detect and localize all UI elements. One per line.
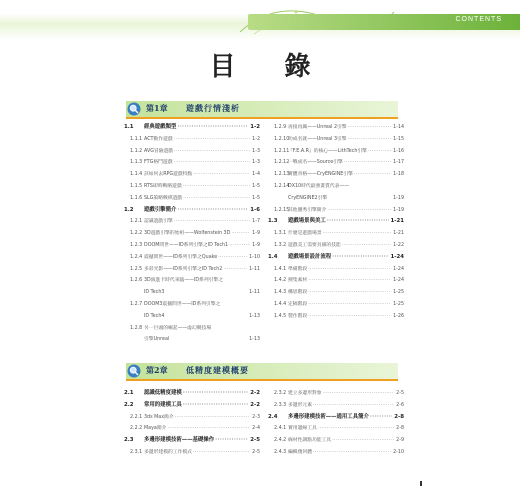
toc-entry bbox=[124, 447, 260, 459]
chapter-title: 低精度建模概要 bbox=[186, 365, 249, 375]
entry-number: 1.2.2 bbox=[130, 231, 143, 237]
toc-entry bbox=[124, 181, 260, 193]
toc-entry bbox=[124, 299, 260, 311]
entry-number: 1.1.5 bbox=[130, 183, 143, 189]
toc-entry bbox=[268, 122, 404, 134]
entry-number: 1.2.7 bbox=[130, 301, 143, 307]
entry-title: DOOM問世——ID系列引擎之ID Tech1 ····· bbox=[144, 240, 260, 252]
entry-page-number: 2-10 bbox=[391, 447, 404, 459]
toc-section-entry bbox=[124, 435, 260, 447]
entry-title: ID Tech4 bbox=[144, 313, 165, 319]
entry-number: 2.3.2 bbox=[274, 391, 287, 396]
toc-entry bbox=[268, 264, 404, 276]
entry-page-number: 1-7 bbox=[250, 216, 260, 228]
toc-entry bbox=[268, 181, 404, 193]
entry-page-number: 1-18 bbox=[391, 169, 404, 181]
entry-page-number: 1-24 bbox=[389, 252, 405, 264]
entry-page-number: 1-2 bbox=[250, 134, 260, 146]
entry-number: 2.2.2 bbox=[130, 426, 143, 432]
entry-number: 1.1 bbox=[124, 124, 134, 130]
entry-page-number: 1-11 bbox=[247, 264, 260, 276]
toc-section-entry bbox=[268, 412, 404, 424]
toc-entry bbox=[124, 275, 260, 287]
entry-title: FTG格鬥遊戲 ····· bbox=[144, 157, 260, 169]
entry-number: 1.4.2 bbox=[274, 278, 287, 284]
toc-entry bbox=[268, 169, 404, 181]
entry-number: 2.4.1 bbox=[274, 426, 287, 432]
toc-entry bbox=[268, 435, 404, 447]
entry-title: 其他優秀引擎簡介 ····· bbox=[288, 205, 404, 217]
entry-number: 2.4 bbox=[268, 413, 278, 420]
entry-title: 多邊形建模技術——基礎操作 ····· bbox=[144, 435, 260, 447]
entry-number: 1.1.4 bbox=[130, 172, 143, 178]
entry-number: 1.2.14 bbox=[274, 183, 290, 189]
entry-page-number: 1-24 bbox=[391, 275, 404, 287]
toc-entry bbox=[268, 299, 404, 311]
entry-title: 多邊形元素 ····· bbox=[288, 400, 404, 412]
entry-page-number: 1-19 bbox=[391, 205, 404, 217]
entry-title: 遊戲場景與美工 ····· bbox=[288, 216, 404, 228]
entry-title: 3ds Max簡介 ····· bbox=[144, 412, 260, 424]
entry-title: 編輯幾何體 ····· bbox=[288, 447, 404, 459]
entry-title: 遊戲美工需要具備的技能 ····· bbox=[288, 240, 404, 252]
entry-number: 1.2.10 bbox=[274, 136, 290, 142]
entry-page-number: 1-5 bbox=[250, 181, 260, 193]
toc-entry bbox=[124, 240, 260, 252]
toc-entry bbox=[124, 311, 260, 323]
entry-title: 震撼問世——ID系列引擎之Quake ····· bbox=[144, 252, 260, 264]
entry-title: 3D演進卡時代來臨——ID系列引擎之 bbox=[144, 278, 224, 284]
toc-entry bbox=[124, 193, 260, 205]
entry-number: 1.2.12 bbox=[274, 160, 290, 166]
entry-page-number: 1-24 bbox=[391, 264, 404, 276]
entry-number: 1.1.2 bbox=[130, 148, 143, 154]
entry-title: 遊戲場景設計流程 ····· bbox=[288, 252, 404, 264]
chapter-number: 第2章 bbox=[146, 365, 168, 375]
entry-title: 『F.E.A.R』的核心——LithTech引擎 ····· bbox=[288, 146, 404, 158]
entry-page-number: 2-5 bbox=[394, 388, 404, 400]
entry-title: 常用的建模工具 ····· bbox=[144, 400, 260, 412]
entry-number: 2.3 bbox=[124, 437, 134, 444]
entry-page-number: 1-3 bbox=[250, 157, 260, 169]
entry-page-number: 2-8 bbox=[392, 412, 404, 424]
toc-entry bbox=[124, 157, 260, 169]
entry-title: CryENGINE2引擎 bbox=[288, 195, 328, 201]
toc-entry bbox=[268, 287, 404, 299]
entry-title: 多邊形建模技術——通用工具簡介 ····· bbox=[288, 412, 404, 424]
entry-number: 1.2.4 bbox=[130, 254, 143, 260]
entry-page-number: 1-25 bbox=[391, 287, 404, 299]
entry-page-number: 1-6 bbox=[248, 205, 260, 217]
entry-number: 1.2.6 bbox=[130, 278, 143, 284]
chapter-header-2 bbox=[126, 363, 398, 381]
toc-entry bbox=[268, 275, 404, 287]
entry-title: 功成名就——Unreal 3引擎 ····· bbox=[288, 134, 404, 146]
entry-page-number: 1-19 bbox=[391, 193, 404, 205]
entry-number: 1.4 bbox=[268, 253, 278, 260]
entry-number: 1.2.5 bbox=[130, 266, 143, 272]
entry-number: 1.1.6 bbox=[130, 195, 143, 201]
chapter-header-1 bbox=[126, 101, 398, 119]
entry-page-number: 2-4 bbox=[250, 423, 260, 435]
toc-column bbox=[124, 122, 260, 346]
entry-title: ID Tech3 bbox=[144, 290, 165, 296]
entry-title: Maya簡介 ····· bbox=[144, 423, 260, 435]
entry-number: 1.3 bbox=[268, 218, 278, 225]
entry-number: 1.2.13 bbox=[274, 172, 290, 178]
entry-page-number: 2-2 bbox=[248, 388, 260, 400]
entry-title: DOOM3震撼問世——ID系列引擎之 bbox=[144, 301, 221, 307]
entry-title: 實體青格——CryENGINE引擎 ····· bbox=[288, 169, 404, 181]
toc-entry bbox=[268, 447, 404, 459]
entry-page-number: 1-2 bbox=[248, 122, 260, 134]
magnifier-icon bbox=[127, 364, 141, 378]
entry-title: ACT動作遊戲 ····· bbox=[144, 134, 260, 146]
toc-entry bbox=[268, 228, 404, 240]
entry-number: 2.4.2 bbox=[274, 438, 287, 444]
entry-number: 1.2 bbox=[124, 206, 134, 213]
entry-page-number: 1-9 bbox=[250, 240, 260, 252]
entry-title: 構思階段 ····· bbox=[288, 287, 404, 299]
entry-title: RTS即時戰略遊戲 ····· bbox=[144, 181, 260, 193]
page-title: 目 錄 bbox=[209, 52, 331, 82]
toc-section-entry bbox=[268, 216, 404, 228]
toc-entry bbox=[268, 311, 404, 323]
entry-title: 實用邊線工具 ····· bbox=[288, 423, 404, 435]
entry-number: 2.3.3 bbox=[274, 402, 287, 408]
entry-page-number: 1-5 bbox=[250, 193, 260, 205]
entry-number: 1.3.1 bbox=[274, 231, 287, 237]
toc-section-entry bbox=[124, 205, 260, 217]
entry-number: 1.4.1 bbox=[274, 266, 287, 272]
toc-section-entry bbox=[124, 388, 260, 400]
entry-page-number: 1-11 bbox=[247, 287, 260, 299]
toc-entry bbox=[124, 146, 260, 158]
entry-title: 搜集素材 ····· bbox=[288, 275, 404, 287]
entry-title: 多彩光影——ID系列引擎之ID Tech2 ····· bbox=[144, 264, 260, 276]
entry-page-number: 2-6 bbox=[394, 400, 404, 412]
entry-page-number: 1-21 bbox=[391, 228, 404, 240]
entry-title: 定稿階段 ····· bbox=[288, 299, 404, 311]
toc-entry bbox=[124, 169, 260, 181]
contents-label: CONTENTS bbox=[455, 16, 502, 23]
entry-title: 製作階段 ····· bbox=[288, 311, 404, 323]
page-marker bbox=[420, 481, 422, 486]
toc-entry bbox=[268, 240, 404, 252]
entry-page-number: 1-22 bbox=[391, 240, 404, 252]
toc-entry bbox=[268, 193, 404, 205]
toc-entry bbox=[268, 134, 404, 146]
chapter-title: 遊戲行情淺析 bbox=[186, 103, 240, 113]
toc-entry bbox=[268, 205, 404, 217]
entry-title: AVG冒險遊戲 ····· bbox=[144, 146, 260, 158]
entry-page-number: 1-10 bbox=[247, 252, 260, 264]
toc-entry bbox=[124, 423, 260, 435]
entry-title: 認識低精度建模 ····· bbox=[144, 388, 260, 400]
entry-page-number: 1-14 bbox=[391, 122, 404, 134]
entry-page-number: 1-26 bbox=[391, 311, 404, 323]
entry-page-number: 2-8 bbox=[394, 423, 404, 435]
toc-section-entry bbox=[124, 400, 260, 412]
toc-entry bbox=[268, 146, 404, 158]
toc-column bbox=[268, 388, 404, 459]
entry-title: 多邊形建模的工作模式 ····· bbox=[144, 447, 260, 459]
entry-number: 1.2.11 bbox=[274, 148, 290, 154]
entry-number: 1.2.8 bbox=[130, 325, 143, 331]
entry-number: 1.2.9 bbox=[274, 125, 287, 130]
toc-entry bbox=[124, 287, 260, 299]
toc-entry bbox=[124, 134, 260, 146]
entry-title: 準備階段 ····· bbox=[288, 264, 404, 276]
entry-title: DX10時代最強畫質代表—— bbox=[288, 183, 350, 189]
toc-section-entry bbox=[124, 122, 260, 134]
toc-section-entry bbox=[268, 252, 404, 264]
toc-entry bbox=[124, 216, 260, 228]
toc-entry bbox=[124, 228, 260, 240]
toc-entry bbox=[268, 157, 404, 169]
entry-title: 該如何去RPG遊戲特點 ····· bbox=[144, 169, 260, 181]
entry-page-number: 1-13 bbox=[247, 334, 260, 346]
entry-number: 1.1.3 bbox=[130, 160, 143, 166]
toc-column bbox=[268, 122, 404, 323]
entry-title: 一戰成名——Source引擎 ····· bbox=[288, 157, 404, 169]
entry-title: 再接再厲——Unreal 2引擎 ····· bbox=[288, 122, 404, 134]
entry-number: 1.1.1 bbox=[130, 136, 143, 142]
entry-title: 3D遊戲引擎的始祖——Wolfenstein 3D ····· bbox=[144, 228, 260, 240]
entry-number: 1.4.5 bbox=[274, 313, 287, 319]
entry-page-number: 2-9 bbox=[394, 435, 404, 447]
entry-number: 1.2.1 bbox=[130, 219, 143, 225]
entry-title: SLG策略戰棋遊戲 ····· bbox=[144, 193, 260, 205]
toc-entry bbox=[268, 400, 404, 412]
entry-page-number: 1-21 bbox=[389, 216, 405, 228]
entry-title: 遊戲引擎簡介 ····· bbox=[144, 205, 260, 217]
toc-entry bbox=[268, 388, 404, 400]
toc-entry bbox=[124, 264, 260, 276]
entry-title: 認識遊戲引擎 ····· bbox=[144, 216, 260, 228]
entry-number: 2.1 bbox=[124, 390, 134, 396]
entry-number: 2.2.1 bbox=[130, 414, 143, 420]
chapter-number: 第1章 bbox=[146, 103, 168, 113]
entry-number: 2.2 bbox=[124, 401, 134, 408]
entry-page-number: 1-17 bbox=[391, 157, 404, 169]
entry-page-number: 2-5 bbox=[248, 435, 260, 447]
entry-page-number: 2-2 bbox=[248, 400, 260, 412]
entry-number: 1.2.3 bbox=[130, 242, 143, 248]
toc-entry bbox=[124, 252, 260, 264]
entry-page-number: 1-15 bbox=[391, 134, 404, 146]
entry-number: 1.4.3 bbox=[274, 290, 287, 296]
entry-title: 建立多邊形對象 ····· bbox=[288, 388, 404, 400]
entry-page-number: 1-25 bbox=[391, 299, 404, 311]
toc-entry bbox=[124, 334, 260, 346]
entry-number: 1.2.15 bbox=[274, 207, 290, 213]
toc-entry bbox=[124, 323, 260, 335]
entry-number: 1.4.4 bbox=[274, 301, 287, 307]
entry-title: 引擎Unreal bbox=[144, 337, 170, 343]
entry-page-number: 1-16 bbox=[391, 146, 404, 158]
entry-title: 經典遊戲類型 ····· bbox=[144, 122, 260, 134]
entry-title: 線材性調點功能工具 ····· bbox=[288, 435, 404, 447]
entry-page-number: 1-4 bbox=[250, 169, 260, 181]
toc-column bbox=[124, 388, 260, 459]
magnifier-icon bbox=[127, 102, 141, 116]
toc-entry bbox=[268, 423, 404, 435]
entry-page-number: 1-9 bbox=[250, 228, 260, 240]
entry-title: 另一巨頭的崛起——虛幻競技場 bbox=[144, 325, 212, 331]
entry-page-number: 1-13 bbox=[247, 311, 260, 323]
entry-page-number: 2-3 bbox=[250, 412, 260, 424]
entry-number: 2.4.3 bbox=[274, 449, 287, 455]
toc-entry bbox=[124, 412, 260, 424]
entry-number: 1.3.2 bbox=[274, 242, 287, 248]
entry-title: 什麼是遊戲場景 ····· bbox=[288, 228, 404, 240]
entry-page-number: 2-5 bbox=[250, 447, 260, 459]
entry-page-number: 1-3 bbox=[250, 146, 260, 158]
entry-number: 2.3.1 bbox=[130, 449, 143, 455]
